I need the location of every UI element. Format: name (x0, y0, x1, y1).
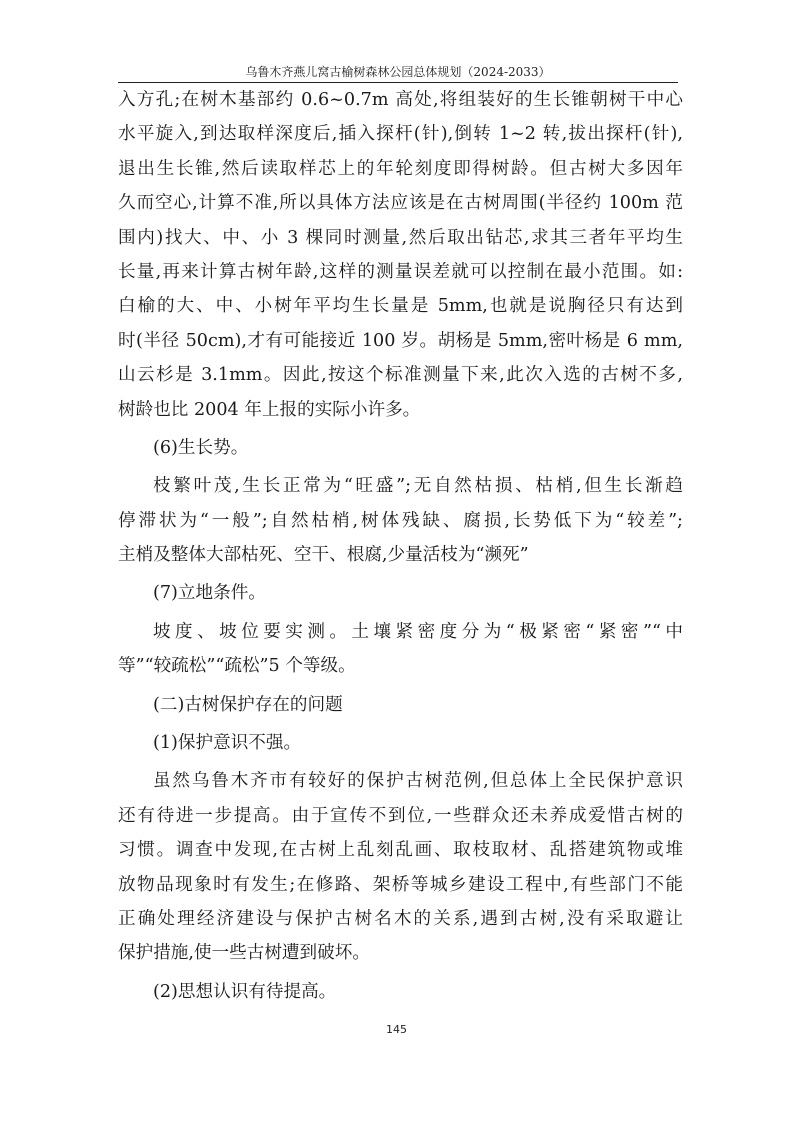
text-line: 水平旋入,到达取样深度后,插入探杆(针),倒转 1~2 转,拔出探杆(针), (118, 124, 683, 145)
page-number: 145 (386, 1023, 407, 1036)
text-line: 时(半径 50cm),才有可能接近 100 岁。胡杨是 5mm,密叶杨是 6 mm, (118, 330, 683, 351)
text-line: 入方孔;在树木基部约 0.6~0.7m 高处,将组装好的生长锥朝树干中心 (118, 90, 683, 110)
text-line: 树龄也比 2004 年上报的实际小许多。 (118, 399, 421, 420)
text-line: 习惯。调查中发现,在古树上乱刻乱画、取枝取材、乱搭建筑物或堆 (118, 840, 683, 861)
body-text (118, 83, 683, 1009)
text-line: 停滞状为“一般”;自然枯梢,树体残缺、腐损,长势低下为“较差”; (118, 510, 683, 531)
section-heading: (1)保护意识不强。 (153, 733, 302, 754)
text-line: 主梢及整体大部枯死、空干、根腐,少量活枝为“濒死” (118, 545, 529, 566)
section-heading: (二)古树保护存在的问题 (153, 694, 343, 715)
text-line: 白榆的大、中、小树年平均生长量是 5mm,也就是说胸径只有达到 (118, 296, 683, 317)
text-line: 退出生长锥,然后读取样芯上的年轮刻度即得树龄。但古树大多因年 (118, 158, 683, 179)
text-line: 正确处理经济建设与保护古树名木的关系,遇到古树,没有采取避让 (118, 908, 683, 929)
text-line: 坡度、坡位要实测。土壤紧密度分为“极紧密“紧密”“中 (153, 621, 683, 642)
text-line: 围内)找大、中、小 3 棵同时测量,然后取出钻芯,求其三者年平均生 (118, 227, 683, 248)
text-line: 等”“较疏松”“疏松”5 个等级。 (118, 656, 356, 677)
section-heading: (2)思想认识有待提高。 (153, 981, 337, 1002)
text-line: 虽然乌鲁木齐市有较好的保护古树范例,但总体上全民保护意识 (153, 771, 683, 792)
text-line: 保护措施,使一些古树遭到破坏。 (118, 943, 370, 964)
text-line: 长量,再来计算古树年龄,这样的测量误差就可以控制在最小范围。如: (118, 261, 683, 282)
text-line: 山云杉是 3.1mm。因此,按这个标准测量下来,此次入选的古树不多, (118, 365, 683, 386)
section-heading: (6)生长势。 (153, 437, 249, 458)
text-line: 枝繁叶茂,生长正常为“旺盛”;无自然枯损、枯梢,但生长渐趋 (153, 476, 683, 497)
running-header (118, 62, 678, 83)
header-title: 乌鲁木齐燕儿窝古榆树森林公园总体规划（2024-2033） (245, 65, 551, 79)
text-line: 放物品现象时有发生;在修路、架桥等城乡建设工程中,有些部门不能 (118, 874, 683, 895)
text-line: 久而空心,计算不准,所以具体方法应该是在古树周围(半径约 100m 范 (118, 193, 683, 214)
text-line: 还有待进一步提高。由于宣传不到位,一些群众还未养成爱惜古树的 (118, 805, 683, 826)
section-heading: (7)立地条件。 (153, 583, 266, 604)
